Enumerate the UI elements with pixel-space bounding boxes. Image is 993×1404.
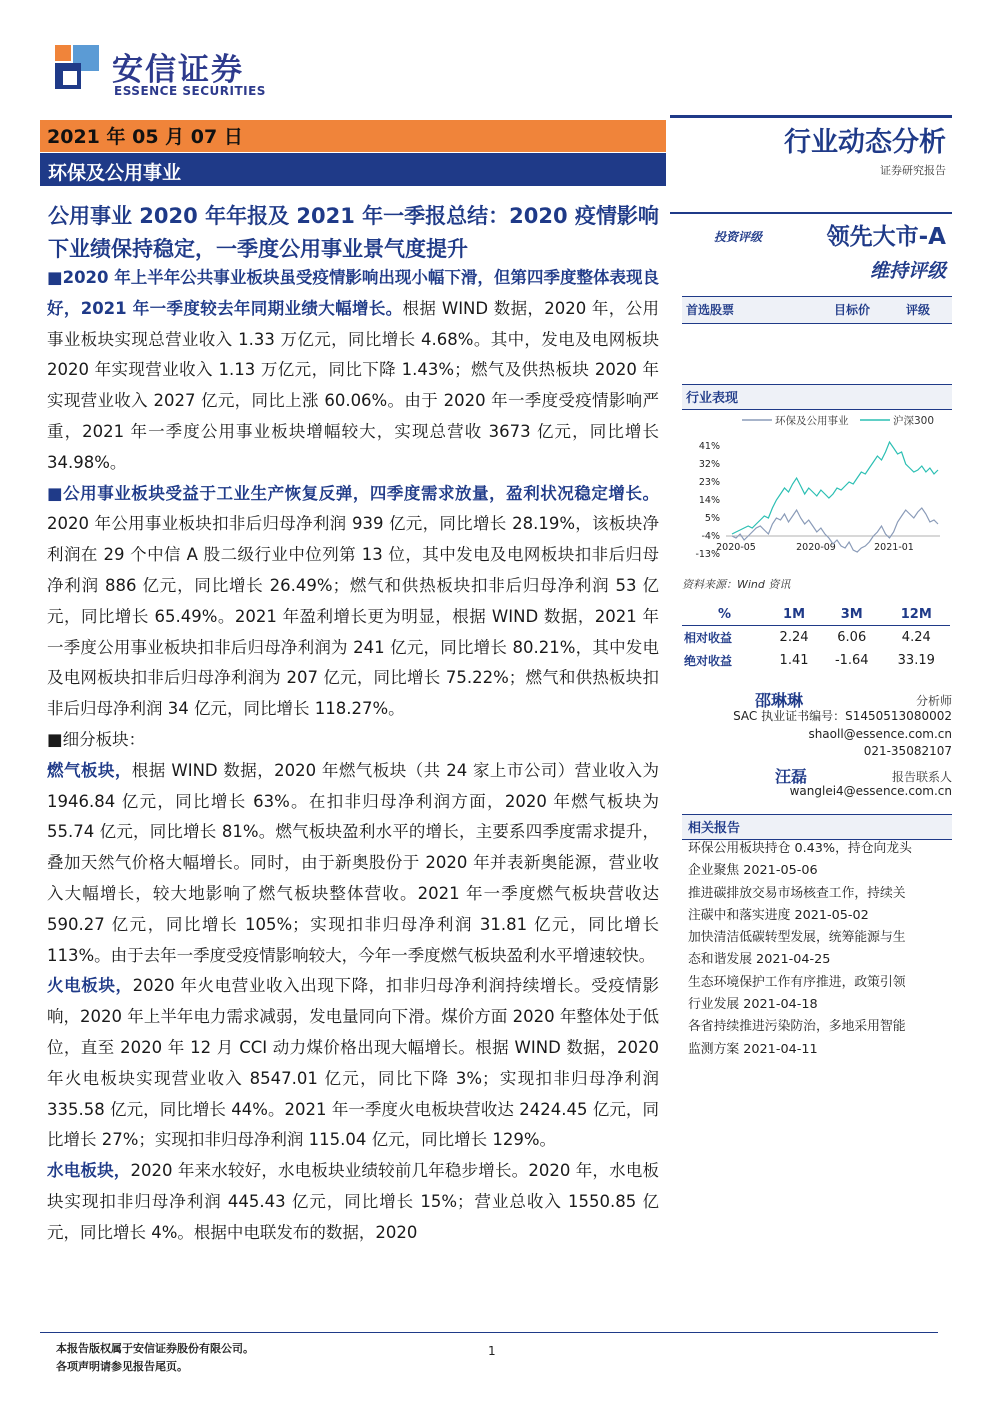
chart-source: 资料来源：Wind 资讯: [682, 578, 791, 591]
table-cell: 2.24: [767, 626, 821, 650]
y-tick-label: 23%: [698, 477, 720, 488]
analyst-email[interactable]: shaoll@essence.com.cn: [808, 726, 952, 741]
logo-cn-text: 安信证券: [112, 52, 244, 88]
page-number: 1: [488, 1344, 496, 1358]
series-line: [732, 442, 938, 534]
divider: [670, 115, 952, 118]
performance-table: [682, 603, 950, 672]
related-reports-title: 相关报告: [688, 821, 741, 836]
related-report-item[interactable]: 环保公用板块持仓 0.43%，持仓向龙头: [688, 841, 912, 856]
analyst-name: 邵琳琳: [755, 691, 804, 710]
table-header-cell: 3M: [840, 606, 863, 622]
y-tick-label: 14%: [698, 495, 720, 506]
y-tick-label: -13%: [695, 549, 720, 560]
related-report-item[interactable]: 企业聚焦 2021-05-06: [688, 863, 818, 879]
contact-role: 报告联系人: [891, 770, 952, 784]
paragraph-text: 2020 年火电营业收入出现下降，扣非归母净利润持续增长。受疫情影响，2020 年上半年电力需求减弱，发电量同向下滑。煤价方面 2020 年整体处于低位，直至 2020 年 12 月 CCI 动力煤价格出现大幅增长。根据 WIND 数据，2020 年火电板块实现营业收入 8547.01 亿元，同比下降 3%；实现扣非归母净利润 335.58 亿元，同比增长 44%。2021 年一季度火电板块营收达 2424.45 亿元，同比增长 27%；实现扣非归母净利润 115.04 亿元，同比增长 129%。: [47, 976, 659, 1150]
report-type: 行业动态分析: [784, 127, 946, 158]
table-cell: 1.41: [779, 653, 809, 668]
related-report-item[interactable]: 各省持续推进污染防治，多地采用智能: [688, 1019, 906, 1035]
rating-label: 投资评级: [714, 230, 763, 244]
table-row-label: 相对收益: [682, 626, 767, 650]
chart-lines: [732, 442, 938, 552]
paragraph: [47, 971, 659, 1156]
chart-legend: [742, 414, 934, 427]
related-report-item[interactable]: 推进碳排放交易市场核查工作，持续关: [688, 885, 906, 901]
report-subtype: 证券研究报告: [880, 164, 946, 177]
table-row-label: 绝对收益: [684, 654, 733, 668]
x-tick-label: 2021-01: [874, 542, 914, 553]
x-tick-label: 2020-09: [796, 542, 836, 553]
table-header-cell: %: [718, 606, 732, 622]
table-header-cell: 12M: [900, 606, 932, 622]
analyst-details: [682, 708, 952, 761]
related-report-item[interactable]: 生态环境保护工作有序推进，政策引领: [688, 974, 906, 990]
related-report-item[interactable]: 态和谐发展 2021-04-25: [688, 952, 831, 968]
paragraph-highlight: ■公用事业板块受益于工业生产恢复反弹，四季度需求放量，盈利状况稳定增长。: [47, 483, 659, 503]
table-row: [682, 649, 950, 672]
legend-label: 沪深300: [893, 415, 935, 427]
divider: [670, 212, 952, 214]
y-tick-label: 32%: [698, 459, 720, 470]
legend-label: 环保及公用事业: [775, 415, 849, 427]
industry-performance-chart: [682, 408, 952, 574]
stock-col-name: 首选股票: [686, 303, 735, 317]
footer-line: 本报告版权属于安信证券股份有限公司。: [56, 1342, 254, 1355]
related-report-item[interactable]: 行业发展 2021-04-18: [688, 997, 818, 1013]
report-date: 2021 年 05 月 07 日: [47, 126, 243, 148]
paragraph-keyword: 水电板块，: [47, 1161, 131, 1181]
rating-maintain: 维持评级: [869, 260, 946, 282]
performance-title: 行业表现: [686, 391, 739, 406]
paragraph-text: 2020 年来水较好，水电板块业绩较前几年稳步增长。2020 年，水电板块实现扣非归母净利润 445.43 亿元，同比增长 15%；营业总收入 1550.85 亿元，同比增长 4%。根据中电联发布的数据，2020: [47, 1161, 660, 1242]
related-report-item[interactable]: 注碳中和落实进度 2021-05-02: [688, 907, 869, 923]
paragraph-text: 根据 WIND 数据，2020 年燃气板块（共 24 家上市公司）营业收入为 1946.84 亿元，同比增长 63%。在扣非归母净利润方面，2020 年燃气板块为 55.74 亿元，同比增长 81%。燃气板块盈利水平的增长，主要系四季度需求提升，叠加天然气价格大幅增长。同时，由于新奥股份于 2020 年并表新奥能源，营业收入大幅增长，较大地影响了燃气板块整体营收。2021 年一季度燃气板块营收达 590.27 亿元，同比增长 105%；实现扣非归母净利润 31.81 亿元，同比增长 113%。由于去年一季度受疫情影响较大，今年一季度燃气板块盈利水平增速较快。: [47, 760, 659, 965]
related-report-item[interactable]: 监测方案 2021-04-11: [688, 1041, 818, 1057]
analyst-cert: SAC 执业证书编号：S1450513080002: [733, 709, 952, 723]
footer-line: 各项声明请参见报告尾页。: [56, 1360, 188, 1373]
table-cell: 6.06: [821, 626, 883, 650]
footer-disclaimer: [56, 1340, 254, 1376]
paragraph: [47, 756, 659, 972]
logo-en-text: ESSENCE SECURITIES: [114, 84, 266, 98]
table-cell: 33.19: [897, 653, 935, 668]
paragraph: [47, 479, 659, 725]
table-header-cell: 1M: [783, 606, 806, 622]
contact-email[interactable]: wanglei4@essence.com.cn: [789, 784, 952, 798]
footer-divider: [40, 1332, 938, 1333]
paragraph-text: 根据 WIND 数据，2020 年，公用事业板块实现总营业收入 1.33 万亿元，同比增长 4.68%。其中，发电及电网板块 2020 年实现营业收入 1.13 万亿元，同比下降 1.43%；燃气及供热板块 2020 年实现营业收入 2027 亿元，同比上涨 60.06%。由于 2020 年一季度受疫情影响严重，2021 年一季度公用事业板块增幅较大，实现总营收 3673 亿元，同比增长 34.98%。: [47, 298, 659, 472]
table-cell: 4.24: [883, 626, 950, 650]
paragraph: ■细分板块：: [47, 729, 146, 749]
stock-col-target: 目标价: [834, 303, 871, 317]
analyst-phone: 021-35082107: [863, 744, 952, 758]
report-title: 公用事业 2020 年年报及 2021 年一季报总结：2020 疫情影响下业绩保持稳定，一季度公用事业景气度提升: [48, 204, 659, 261]
table-row: [682, 626, 950, 650]
related-report-item[interactable]: 加快清洁低碳转型发展，统筹能源与生: [688, 930, 906, 946]
paragraph-text: 2020 年公用事业板块扣非后归母净利润 939 亿元，同比增长 28.19%，该板块净利润在 29 个中信 A 股二级行业中位列第 13 位，其中发电及电网板块扣非后归母净利润 886 亿元，同比增长 26.49%；燃气和供热板块扣非后归母净利润 53 亿元，同比增长 65.49%。2021 年盈利增长更为明显，根据 WIND 数据，2021 年一季度公用事业板块扣非后归母净利润为 241 亿元，同比增长 80.21%，其中发电及电网板块扣非后归母净利润为 207 亿元，同比增长 75.22%；燃气和供热板块扣非后归母净利润 34 亿元，同比增长 118.27%。: [47, 514, 659, 719]
paragraph-keyword: 燃气板块，: [47, 760, 132, 780]
paragraph-keyword: 火电板块，: [47, 976, 133, 996]
y-tick-label: 41%: [698, 441, 720, 452]
y-tick-label: 5%: [704, 513, 720, 524]
table-cell: -1.64: [834, 653, 869, 668]
essence-logo-icon: [55, 45, 99, 89]
paragraph: [47, 1156, 659, 1248]
sector-name: 环保及公用事业: [48, 162, 182, 184]
table-header-row: [682, 603, 950, 626]
body-text: [47, 263, 659, 1249]
stock-col-rating: 评级: [906, 303, 931, 317]
y-tick-label: -4%: [701, 531, 720, 542]
related-reports-list: [688, 838, 952, 1061]
contact-name: 汪磊: [775, 767, 808, 786]
paragraph: [47, 263, 659, 479]
x-tick-label: 2020-05: [716, 542, 756, 553]
paragraph-highlight: ■2020 年上半年公共事业板块虽受疫情影响出现小幅下滑，但第四季度整体表现良好，2021 年一季度较去年同期业绩大幅增长。: [47, 268, 659, 318]
analyst-role: 分析师: [915, 694, 952, 708]
rating-value: 领先大市-A: [826, 224, 946, 250]
